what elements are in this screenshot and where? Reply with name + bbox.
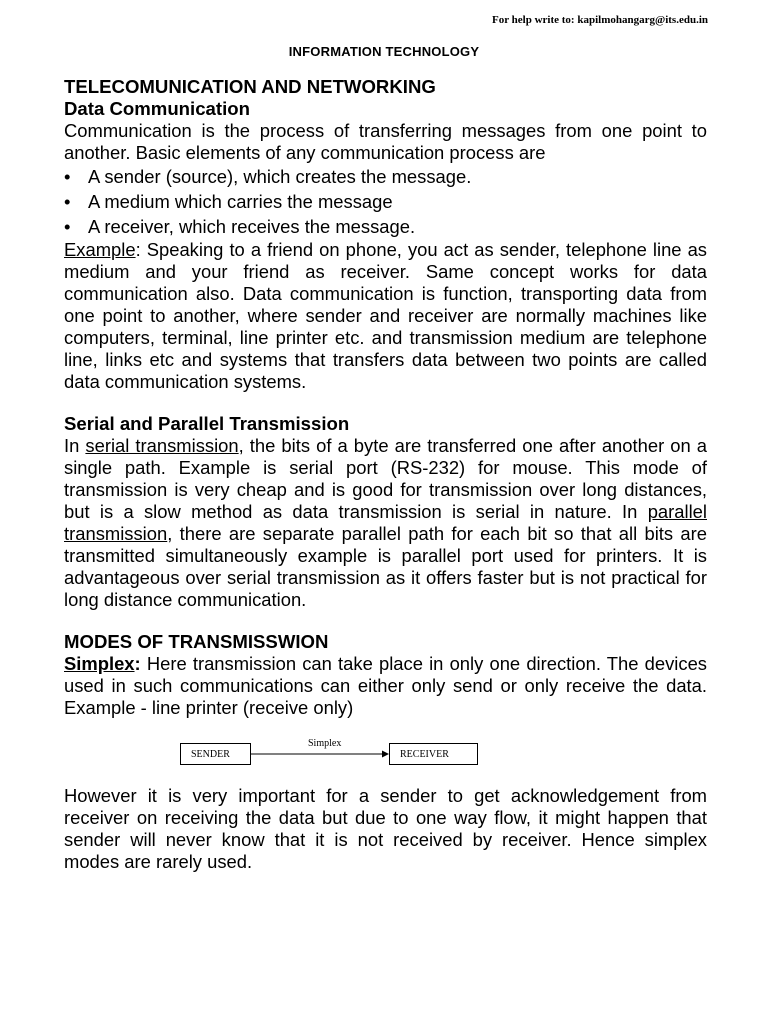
paragraph-example bbox=[64, 239, 707, 393]
spacer bbox=[64, 611, 707, 631]
paragraph-intro: Communication is the process of transferring messages from one point to another. Basic elements of any communication process are bbox=[64, 120, 707, 163]
example-label: Example bbox=[64, 239, 136, 260]
paragraph-serial-parallel bbox=[64, 435, 707, 611]
term-serial-transmission: serial transmission bbox=[85, 435, 239, 456]
text-run: , there are separate parallel path for each bit so that all bits are transmitted simultaneously example is parallel port used for printers. It is advantageous over serial transmission as it offers faster but is not practical for long distance communication. bbox=[64, 523, 707, 610]
list-item bbox=[64, 189, 707, 214]
document-body bbox=[64, 76, 707, 873]
section-heading-serial-parallel: Serial and Parallel Transmission bbox=[64, 413, 350, 434]
sender-box: SENDER bbox=[180, 743, 251, 765]
arrow-label: Simplex bbox=[308, 738, 342, 749]
simplex-diagram bbox=[64, 733, 707, 785]
section-heading-modes: MODES OF TRANSMISSWION bbox=[64, 631, 329, 652]
help-contact-line: For help write to: kapilmohangarg@its.edu.in bbox=[492, 14, 708, 26]
subheading-data-communication: Data Communication bbox=[64, 98, 250, 119]
paragraph-closing: However it is very important for a sender to get acknowledgement from receiver on receiving the data but due to one way flow, it might happen that sender will never know that it is not received by receiver. Hence simplex modes are rarely used. bbox=[64, 785, 707, 872]
bullet-icon: • bbox=[64, 191, 71, 212]
term-parallel-transmission: parallel transmission bbox=[64, 501, 707, 544]
list-item-text: A sender (source), which creates the message. bbox=[88, 166, 472, 187]
bullet-icon: • bbox=[64, 216, 71, 237]
element-list bbox=[64, 164, 707, 239]
list-item-text: A medium which carries the message bbox=[88, 191, 393, 212]
receiver-box: RECEIVER bbox=[389, 743, 478, 765]
simplex-label: Simplex bbox=[64, 653, 135, 674]
simplex-text: Here transmission can take place in only one direction. The devices used in such communications can either only send or only receive the data. Example - line printer (receive only) bbox=[64, 653, 707, 718]
bullet-icon: • bbox=[64, 166, 71, 187]
list-item bbox=[64, 164, 707, 189]
list-item bbox=[64, 214, 707, 239]
paragraph-simplex bbox=[64, 653, 707, 719]
section-heading-telecom: TELECOMUNICATION AND NETWORKING bbox=[64, 76, 436, 97]
document-title: INFORMATION TECHNOLOGY bbox=[288, 44, 480, 59]
text-run: , the bits of a byte are transferred one after another on a single path. Example is serial port (RS-232) for mouse. This mode of transmission is very cheap and is good for transmission over long distances, but is a slow method as data transmission is serial in nature. In bbox=[64, 435, 708, 522]
example-text: : Speaking to a friend on phone, you act as sender, telephone line as medium and your friend as receiver. Same concept works for data communication also. Data communication is function, transporting data from one point to another, where sender and receiver are normally machines like computers, terminal, line printer etc. and transmission medium are telephone line, links etc and systems that transfers data between two points are called data communication systems. bbox=[64, 239, 707, 392]
simplex-colon: : bbox=[134, 653, 141, 674]
spacer bbox=[64, 393, 707, 413]
text-run: In bbox=[64, 435, 86, 456]
list-item-text: A receiver, which receives the message. bbox=[88, 216, 416, 237]
